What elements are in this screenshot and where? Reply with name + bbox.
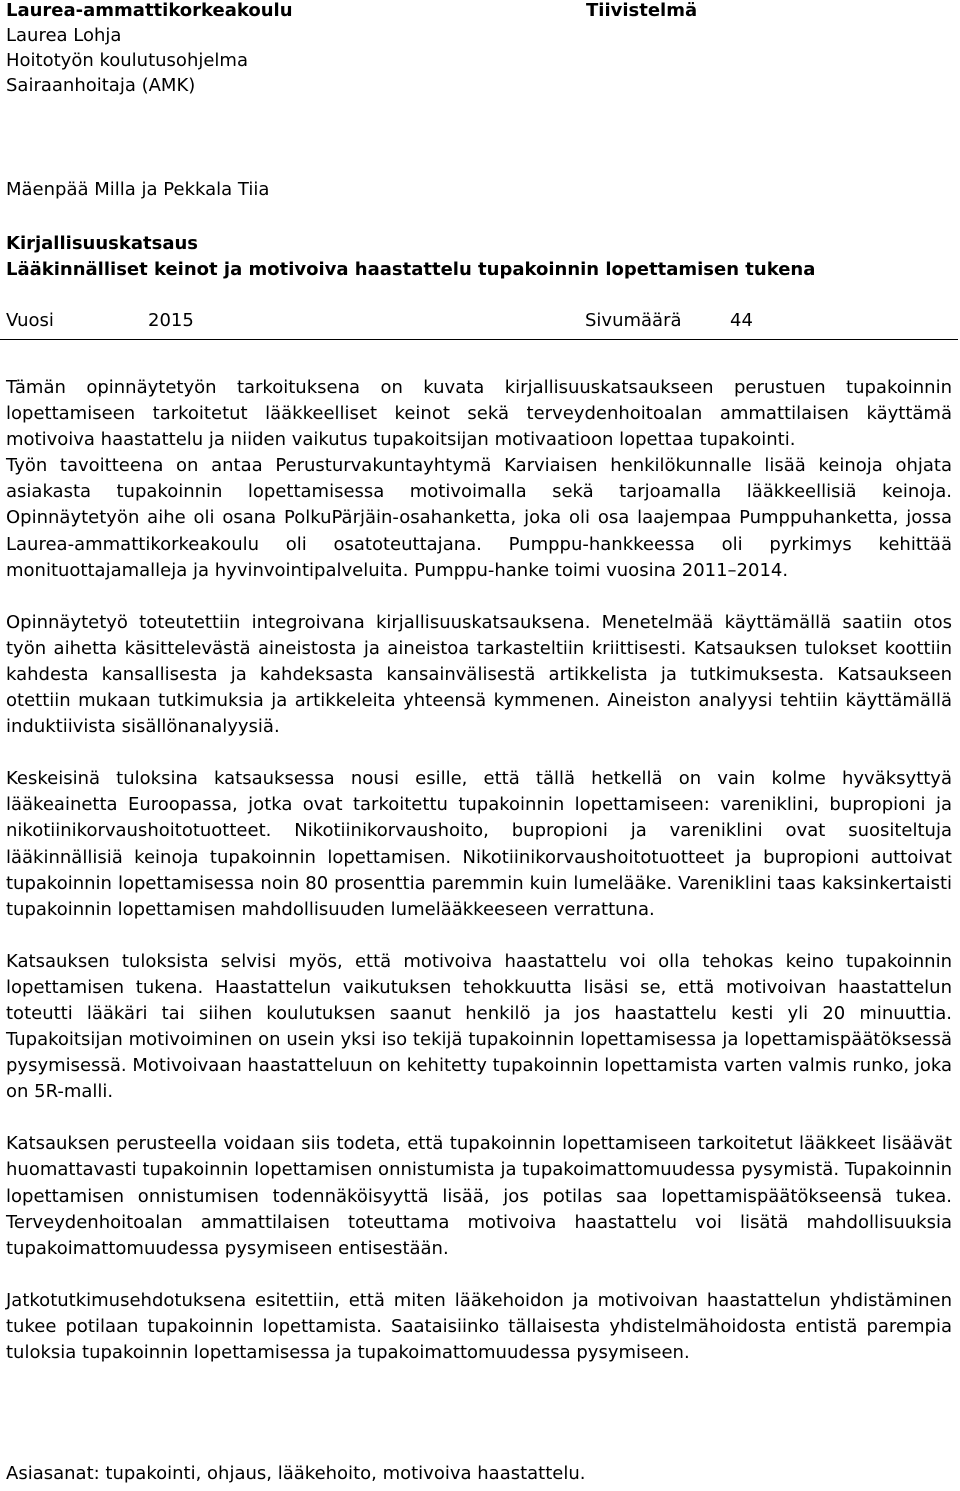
abstract-paragraph-conclusion: Katsauksen perusteella voidaan siis todeta, että tupakoinnin lopettamiseen tarkoitetut lääkkeet lisäävät huomattavasti tupakoinnin lopettamisen onnistumista ja tupakoimattomuudessa pysymistä. Tupakoinnin lopettamisen onnistumisen todennäköisyyttä lisää, jos potilas saa lopettamispäätökseensä tukea. Terveydenhoitoalan ammattilaisen toteuttama motivoiva haastattelu voi lisätä mahdollisuuksia tupakoimattomuudessa pysymiseen entisestään. [6, 1133, 952, 1259]
thesis-kind: Kirjallisuuskatsaus [6, 233, 198, 254]
abstract-paragraph-purpose: Tämän opinnäytetyön tarkoituksena on kuvata kirjallisuuskatsaukseen perustuen tupakoinnin lopettamiseen tarkoitetut lääkkeelliset keinot sekä terveydenhoitoalan ammattilaisen käyttämä motivoiva haastattelu ja niiden vaikutus tupakoitsijan motivaatioon lopettaa tupakointi. [6, 377, 952, 451]
abstract-paragraph-method: Opinnäytetyö toteutettiin integroivana kirjallisuuskatsauksena. Menetelmää käyttämällä saatiin otos työn aihetta käsittelevästä aineistosta ja aineistoa tarkasteltiin kriittisesti. Katsauksen tulokset koottiin kahdesta kansallisesta ja kahdeksasta kansainvälisestä artikkelista ja tutkimuksesta. Katsaukseen otettiin mukaan tutkimuksia ja artikkeleita yhteensä kymmenen. Aineiston analyysi tehtiin käyttämällä induktiivista sisällönanalyysiä. [6, 611, 952, 738]
header-divider [0, 339, 958, 340]
school-name: Laurea-ammattikorkeakoulu [6, 0, 293, 21]
keywords: Asiasanat: tupakointi, ohjaus, lääkehoito, motivoiva haastattelu. [6, 1463, 586, 1484]
abstract-paragraph-results-medication: Keskeisinä tuloksina katsauksessa nousi esille, että tällä hetkellä on vain kolme hyväksyttyä lääkeainetta Euroopassa, jotka ovat tarkoitettu tupakoinnin lopettamiseen: vareniklini, bupropioni ja nikotiinikorvaushoitotuotteet. Nikotiinikorvaushoito, bupropioni ja vareniklini ovat suositeltuja lääkinnällisiä keinoja tupakoinnin lopettamisen. Nikotiinikorvaushoitotuotteet ja bupropioni auttoivat tupakoinnin lopettamisessa noin 80 prosenttia paremmin kuin lumelääke. Vareniklini taas kaksinkertaisti tupakoinnin lopettamisen mahdollisuuden lumelääkkeeseen verrattuna. [6, 768, 952, 920]
abstract-paragraph-further-research: Jatkotutkimusehdotuksena esitettiin, että miten lääkehoidon ja motivoivan haastattelun yhdistäminen tukee potilaan tupakoinnin lopettamista. Saataisiinko tällaisesta yhdistelmähoidosta entistä parempia tuloksia tupakoinnin lopettamisessa ja tupakoimattomuudessa pysymiseen. [6, 1289, 952, 1363]
thesis-title: Lääkinnälliset keinot ja motivoiva haastattelu tupakoinnin lopettamisen tukena [6, 259, 816, 280]
authors: Mäenpää Milla ja Pekkala Tiia [6, 179, 270, 200]
abstract-body [6, 375, 952, 1392]
year-label: Vuosi [6, 310, 54, 331]
abstract-paragraph-results-interview: Katsauksen tuloksista selvisi myös, että motivoiva haastattelu voi olla tehokas keino tupakoinnin lopettamisen tukena. Haastattelun vaikutuksen tehokkuutta lisäsi se, että motivoivan haastattelun toteutti lääkäri tai siihen koulutuksen saanut henkilö ja jos haastattelu kesti yli 20 minuuttia. Tupakoitsijan motivoiminen on usein yksi iso tekijä tupakoinnin lopettamisessa ja lopettamispäätöksessä pysymisessä. Motivoivaan haastatteluun on kehitetty tupakoinnin lopettamista varten valmis runko, joka on 5R-malli. [6, 950, 952, 1103]
programme-name: Hoitotyön koulutusohjelma [6, 50, 248, 71]
degree-name: Sairaanhoitaja (AMK) [6, 75, 196, 96]
pages-label: Sivumäärä [585, 310, 682, 331]
abstract-paragraph-goal: Työn tavoitteena on antaa Perusturvakuntayhtymä Karviaisen henkilökunnalle lisää keinoja ohjata asiakasta tupakoinnin lopettamisessa motivoimalla sekä tarjoamalla lääkkeellisiä keinoja. Opinnäytetyön aihe oli osana PolkuPärjäin-osahanketta, joka oli osa laajempaa Pumppuhanketta, jossa Laurea-ammattikorkeakoulu oli osatoteuttajana. Pumppu-hankkeessa oli pyrkimys kehittää monituottajamalleja ja hyvinvointipalveluita. Pumppu-hanke toimi vuosina 2011–2014. [6, 455, 952, 581]
year-value: 2015 [148, 310, 194, 331]
thesis-title-block [6, 231, 815, 283]
document-type: Tiivistelmä [586, 0, 698, 21]
pages-value: 44 [730, 310, 753, 331]
campus-name: Laurea Lohja [6, 25, 122, 46]
